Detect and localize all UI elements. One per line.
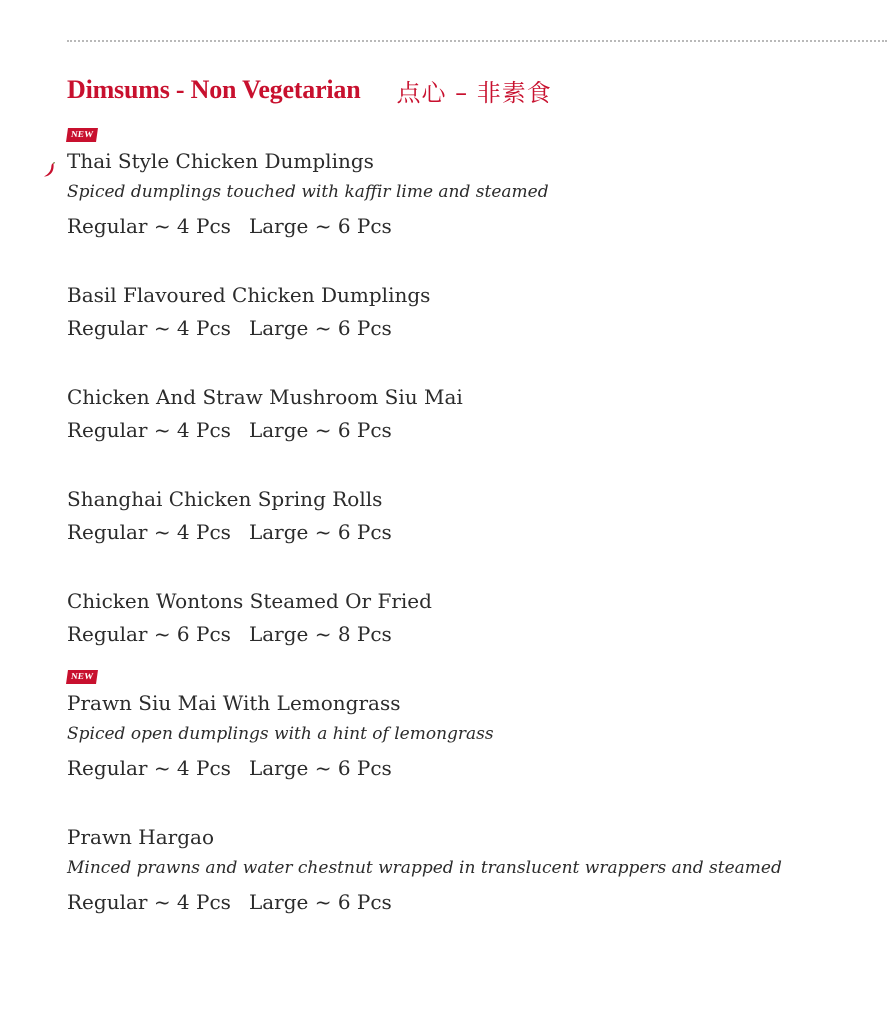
portion-large: Large ~ 6 Pcs	[248, 756, 392, 780]
portion-large: Large ~ 6 Pcs	[248, 520, 392, 544]
item-name: Chicken And Straw Mushroom Siu Mai	[67, 385, 463, 409]
item-portions	[67, 884, 867, 920]
menu-item-thai-style-chicken-dumplings	[67, 122, 867, 244]
menu-item-shanghai-chicken-spring-rolls	[67, 484, 867, 550]
portion-large: Large ~ 6 Pcs	[248, 316, 392, 340]
portion-large: Large ~ 6 Pcs	[248, 214, 392, 238]
portion-large: Large ~ 6 Pcs	[248, 418, 392, 442]
portion-regular: Regular ~ 4 Pcs	[67, 756, 231, 780]
item-portions	[67, 208, 867, 244]
portion-regular: Regular ~ 6 Pcs	[67, 622, 231, 646]
portion-regular: Regular ~ 4 Pcs	[67, 316, 231, 340]
portion-regular: Regular ~ 4 Pcs	[67, 890, 231, 914]
section-header	[67, 70, 552, 110]
item-name: Chicken Wontons Steamed Or Fried	[67, 589, 432, 613]
section-title: Dimsums - Non Vegetarian	[67, 75, 361, 104]
item-portions	[67, 750, 867, 786]
top-divider	[67, 40, 887, 42]
item-name: Shanghai Chicken Spring Rolls	[67, 487, 383, 511]
new-badge: NEW	[66, 128, 98, 142]
menu-item-chicken-wontons	[67, 586, 867, 652]
menu-item-basil-flavoured-chicken-dumplings	[67, 280, 867, 346]
chili-pepper-icon	[43, 162, 55, 178]
menu-item-prawn-hargao	[67, 822, 867, 920]
menu-item-chicken-and-straw-mushroom-siu-mai	[67, 382, 867, 448]
item-description: Minced prawns and water chestnut wrapped in translucent wrappers and steamed	[67, 858, 782, 878]
menu-item-list	[67, 122, 867, 920]
menu-item-prawn-siu-mai-with-lemongrass	[67, 664, 867, 786]
section-title-chinese: 点心 – 非素食	[396, 78, 552, 107]
item-name: Prawn Hargao	[67, 825, 214, 849]
item-description: Spiced open dumplings with a hint of lemongrass	[67, 724, 494, 744]
portion-regular: Regular ~ 4 Pcs	[67, 520, 231, 544]
item-portions	[67, 616, 867, 652]
portion-large: Large ~ 6 Pcs	[248, 890, 392, 914]
item-name: Thai Style Chicken Dumplings	[67, 149, 374, 173]
portion-large: Large ~ 8 Pcs	[248, 622, 392, 646]
item-portions	[67, 412, 867, 448]
item-portions	[67, 514, 867, 550]
item-description: Spiced dumplings touched with kaffir lime and steamed	[67, 182, 549, 202]
item-name: Basil Flavoured Chicken Dumplings	[67, 283, 431, 307]
portion-regular: Regular ~ 4 Pcs	[67, 214, 231, 238]
item-name: Prawn Siu Mai With Lemongrass	[67, 691, 401, 715]
item-portions	[67, 310, 867, 346]
portion-regular: Regular ~ 4 Pcs	[67, 418, 231, 442]
new-badge: NEW	[66, 670, 98, 684]
